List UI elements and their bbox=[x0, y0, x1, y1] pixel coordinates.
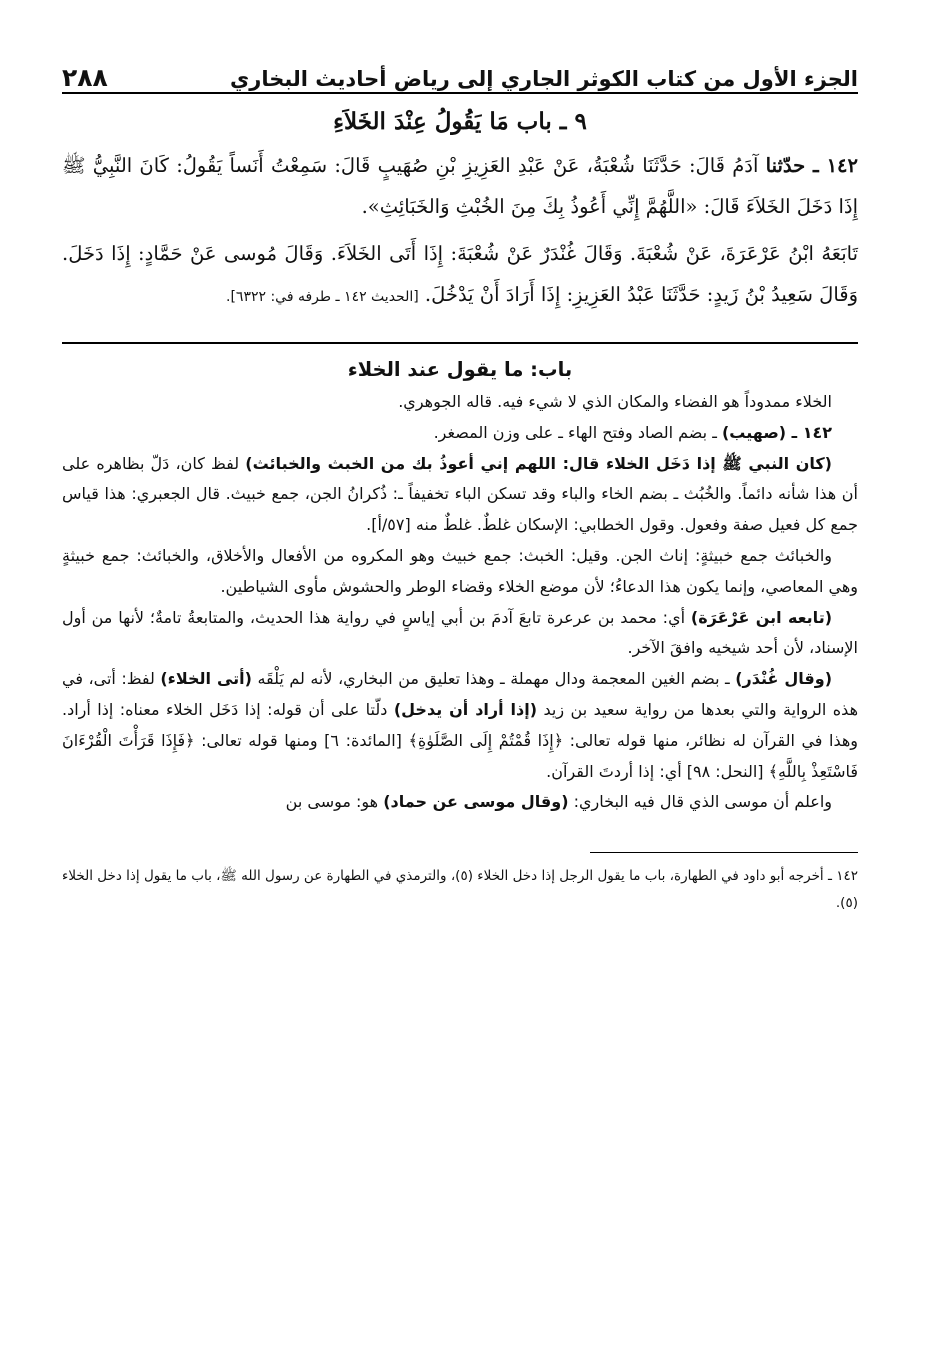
hadith-section bbox=[62, 108, 858, 318]
chapter-title: ٩ ـ باب مَا يَقُولُ عِنْدَ الخَلاَءِ bbox=[333, 108, 587, 135]
page-number: ٢٨٨ bbox=[62, 63, 108, 92]
section-divider bbox=[62, 342, 858, 344]
footnote: ١٤٢ ـ أخرجه أبو داود في الطهارة، باب ما يقول الرجل إذا دخل الخلاء (٥)، والترمذي في الطهارة عن رسول الله ﷺ، باب ما يقول إذا دخل الخلاء (٥). bbox=[62, 868, 858, 912]
commentary-lemma: (إذا أراد أن يدخل) bbox=[393, 699, 538, 719]
commentary-lemma: ١٤٢ ـ (صهيب) bbox=[721, 422, 832, 442]
commentary-section bbox=[62, 358, 858, 818]
commentary-paragraph: (كان النبي ﷺ إذا دَخَل الخلاء قال: اللهم إني أعوذُ بك من الخبث والخبائث) لفظ كان، دَلّ بظاهره على أن هذا شأنه دائماً. والخُبُث ـ بضم الخاء والباء وقد تسكن الباء تخفيفاً ـ: ذُكرانُ الجن، جمع خبيث. قال الجعبري: هذا قياس جمع كل فعيل صفة وفعول. وقول الخطابي: الإسكان غلطٌ. غلطٌ منه [٥٧/أ]. bbox=[62, 453, 858, 535]
commentary-paragraph: واعلم أن موسى الذي قال فيه البخاري: (وقال موسى عن حماد) هو: موسى بن bbox=[285, 792, 832, 812]
running-header bbox=[62, 50, 858, 94]
footnote-divider bbox=[590, 852, 858, 853]
mutabaat-paragraph bbox=[62, 233, 858, 318]
commentary-title: باب: ما يقول عند الخلاء bbox=[347, 358, 573, 381]
hadith-number: ١٤٢ ـ حدّثنا bbox=[765, 154, 858, 177]
hadith-body: آدَمُ قَالَ: حَدَّثَنَا شُعْبَةُ، عَنْ عَبْدِ العَزِيزِ بْنِ صُهَيبٍ قَالَ: سَمِعْتُ أَنَساً يَقُولُ: كَانَ النَّبِيُّ ﷺ إِذَا دَخَلَ الخَلاَءَ قَالَ: «اللَّهُمَّ إِنِّي أَعُوذُ بِكَ مِنَ الخُبْثِ وَالخَبَائِثِ». bbox=[62, 154, 858, 218]
commentary-lemma: (وقال موسى عن حماد) bbox=[383, 792, 569, 812]
commentary-paragraph: (تابعه ابن عَرْعَرَة) أي: محمد بن عرعرة تابعَ آدمَ بن أبي إياسٍ في رواية هذا الحديث، والمتابعةُ تامةٌ؛ لأنها من أول الإسناد، لأن أحد شيخيه وافقَ الآخر. bbox=[62, 607, 858, 658]
commentary-paragraph: الخلاء ممدوداً هو الفضاء والمكان الذي لا شيء فيه. قاله الجوهري. bbox=[398, 392, 832, 411]
book-title: الجزء الأول من كتاب الكوثر الجاري إلى رياض أحاديث البخاري bbox=[229, 66, 858, 91]
commentary-paragraph: (وقال غُنْدَر) ـ بضم الغين المعجمة ودال مهملة ـ وهذا تعليق من البخاري، لأنه لم يَلْقَه (أتى الخلاء) لفظ: أتى، في هذه الرواية والتي بعدها من رواية سعيد بن زيد (إذا أراد أن يدخل) دلّتا على أن قوله: إذا دَخَل الخلاء معناه: إذا أراد. وهذا في القرآن له نظائر، منها قوله تعالى: ﴿إِذَا قُمْتُمْ إِلَى الصَّلَوٰةِ﴾ [المائدة: ٦] ومنها قوله تعالى: ﴿فَإِذَا قَرَأْتَ الْقُرْءَانَ فَاسْتَعِذْ بِاللَّهِ﴾ [النحل: ٩٨] أي: إذا أردتَ القرآن. bbox=[62, 669, 859, 781]
commentary-lemma: (كان النبي ﷺ إذا دَخَل الخلاء قال: اللهم إني أعوذُ بك من الخبث والخبائث) bbox=[245, 453, 832, 473]
commentary-lemma: (تابعه ابن عَرْعَرَة) bbox=[690, 607, 833, 627]
commentary-lemma: (أتى الخلاء) bbox=[160, 669, 252, 689]
commentary-lemma: (وقال غُنْدَر) bbox=[735, 669, 833, 689]
commentary-paragraph: ١٤٢ ـ (صهيب) ـ بضم الصاد وفتح الهاء ـ على وزن المصغر. bbox=[433, 422, 832, 442]
mutabaat-text: تَابَعَهُ ابْنُ عَرْعَرَةَ، عَنْ شُعْبَةَ. وَقَالَ غُنْدَرٌ عَنْ شُعْبَةَ: إِذَا أَتَى الخَلاَءَ. وَقَالَ مُوسى عَنْ حَمَّادٍ: إِذَا دَخَلَ. وَقَالَ سَعِيدُ بْنُ زَيدٍ: حَدَّثَنَا عَبْدُ العَزِيزِ: إِذَا أَرَادَ أَنْ يَدْخُلَ. bbox=[62, 242, 858, 306]
commentary-paragraph: والخبائث جمع خبيثةٍ: إناث الجن. وقيل: الخبث: جمع خبيث وهو المكروه من الأفعال والأخلاق، والخبائث: جمع خبيثةٍ وهي المعاصي، وإنما يكون هذا الدعاءُ؛ لأن موضع الخلاء وقضاء الوطر والحشوش مأوى الشياطين. bbox=[62, 545, 858, 596]
cross-reference: [الحديث ١٤٢ ـ طرفه في: ٦٣٢٢]. bbox=[226, 289, 419, 305]
book-page bbox=[62, 50, 858, 1310]
hadith-text bbox=[62, 145, 858, 227]
